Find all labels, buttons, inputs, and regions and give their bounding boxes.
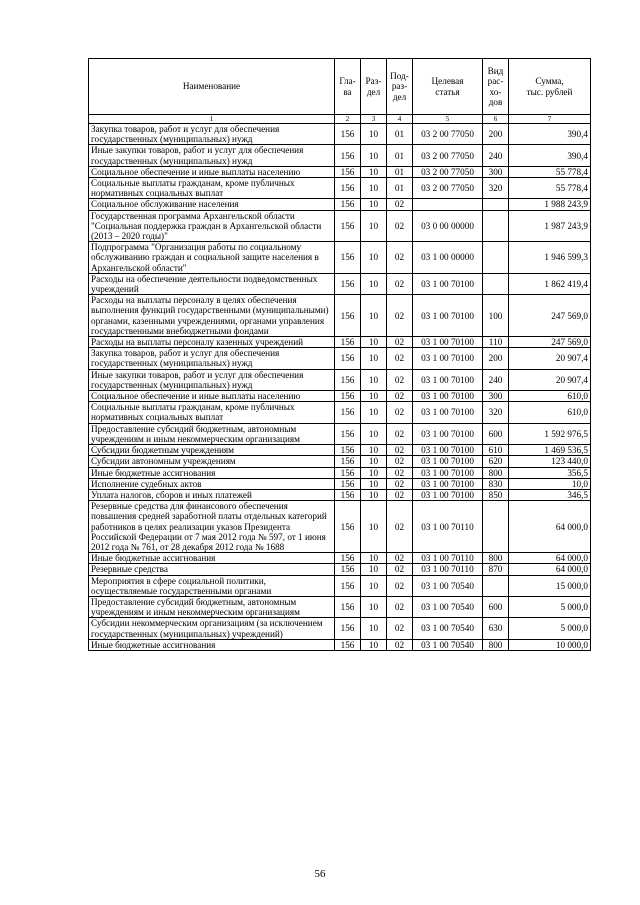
row-chapter: 156	[335, 553, 361, 564]
row-name: Иные закупки товаров, работ и услуг для обеспечения государственных (муниципальных) нужд	[89, 369, 335, 390]
row-name: Социальное обеспечение и иные выплаты населению	[89, 166, 335, 177]
row-subsection: 01	[387, 145, 413, 166]
table-row	[89, 478, 591, 489]
row-subsection: 02	[387, 423, 413, 444]
row-chapter: 156	[335, 423, 361, 444]
row-amount: 20 907,4	[509, 348, 591, 369]
header-name: Наименование	[89, 59, 335, 115]
row-name: Расходы на выплаты персоналу в целях обеспечения выполнения функций государственными (муниципальными) органами, казенными учреждениями, органами управления государственными внебюджетными фондами	[89, 295, 335, 337]
row-target-article: 03 1 00 70110	[413, 501, 483, 553]
row-name: Закупка товаров, работ и услуг для обеспечения государственных (муниципальных) нужд	[89, 348, 335, 369]
column-number: 6	[483, 115, 509, 124]
row-target-article: 03 2 00 77050	[413, 124, 483, 145]
row-expense-type	[483, 501, 509, 553]
table-row	[89, 564, 591, 575]
row-amount: 64 000,0	[509, 501, 591, 553]
row-section: 10	[361, 145, 387, 166]
row-expense-type: 200	[483, 348, 509, 369]
row-section: 10	[361, 501, 387, 553]
row-name: Субсидии автономным учреждениям	[89, 456, 335, 467]
row-name: Резервные средства	[89, 564, 335, 575]
row-section: 10	[361, 295, 387, 337]
row-target-article: 03 1 00 70110	[413, 553, 483, 564]
table-row	[89, 210, 591, 242]
row-subsection: 02	[387, 489, 413, 500]
row-target-article: 03 1 00 70100	[413, 337, 483, 348]
row-section: 10	[361, 199, 387, 210]
table-row	[89, 596, 591, 617]
row-subsection: 02	[387, 596, 413, 617]
row-chapter: 156	[335, 369, 361, 390]
table-row	[89, 145, 591, 166]
table-row	[89, 337, 591, 348]
table-body	[89, 124, 591, 651]
row-target-article: 03 1 00 70100	[413, 489, 483, 500]
table-row	[89, 178, 591, 199]
row-amount: 5 000,0	[509, 596, 591, 617]
row-expense-type: 620	[483, 456, 509, 467]
row-chapter: 156	[335, 210, 361, 242]
row-subsection: 02	[387, 456, 413, 467]
row-amount: 356,5	[509, 467, 591, 478]
row-expense-type: 600	[483, 423, 509, 444]
row-expense-type: 240	[483, 145, 509, 166]
row-amount: 247 569,0	[509, 295, 591, 337]
header-row	[89, 59, 591, 115]
table-row	[89, 501, 591, 553]
row-chapter: 156	[335, 348, 361, 369]
row-target-article: 03 1 00 70100	[413, 273, 483, 294]
row-target-article: 03 1 00 70100	[413, 369, 483, 390]
row-section: 10	[361, 618, 387, 639]
row-target-article: 03 1 00 70100	[413, 423, 483, 444]
row-amount: 20 907,4	[509, 369, 591, 390]
row-chapter: 156	[335, 178, 361, 199]
row-subsection: 02	[387, 478, 413, 489]
row-name: Мероприятия в сфере социальной политики, осуществляемые государственными органами	[89, 575, 335, 596]
row-name: Иные бюджетные ассигнования	[89, 467, 335, 478]
row-chapter: 156	[335, 575, 361, 596]
row-section: 10	[361, 242, 387, 274]
row-target-article: 03 1 00 70100	[413, 295, 483, 337]
column-number-row	[89, 115, 591, 124]
table-row	[89, 199, 591, 210]
row-expense-type: 320	[483, 178, 509, 199]
row-name: Подпрограмма "Организация работы по социальному обслуживанию граждан и социальной защите населения в Архангельской области"	[89, 242, 335, 274]
row-expense-type: 850	[483, 489, 509, 500]
table-row	[89, 166, 591, 177]
row-expense-type	[483, 575, 509, 596]
row-subsection: 02	[387, 639, 413, 650]
row-subsection: 01	[387, 124, 413, 145]
row-target-article: 03 0 00 00000	[413, 210, 483, 242]
row-amount: 390,4	[509, 145, 591, 166]
row-expense-type: 200	[483, 124, 509, 145]
row-chapter: 156	[335, 639, 361, 650]
row-amount: 123 440,0	[509, 456, 591, 467]
row-name: Социальное обслуживание населения	[89, 199, 335, 210]
row-target-article: 03 1 00 70100	[413, 456, 483, 467]
row-expense-type: 110	[483, 337, 509, 348]
row-expense-type: 830	[483, 478, 509, 489]
row-section: 10	[361, 348, 387, 369]
row-chapter: 156	[335, 618, 361, 639]
column-number: 4	[387, 115, 413, 124]
table-row	[89, 295, 591, 337]
row-chapter: 156	[335, 596, 361, 617]
row-amount: 55 778,4	[509, 178, 591, 199]
row-section: 10	[361, 456, 387, 467]
row-subsection: 02	[387, 337, 413, 348]
row-amount: 5 000,0	[509, 618, 591, 639]
row-target-article: 03 1 00 70100	[413, 478, 483, 489]
row-expense-type	[483, 210, 509, 242]
row-target-article: 03 1 00 70100	[413, 348, 483, 369]
row-section: 10	[361, 467, 387, 478]
row-chapter: 156	[335, 145, 361, 166]
row-amount: 64 000,0	[509, 564, 591, 575]
row-subsection: 02	[387, 295, 413, 337]
row-amount: 10 000,0	[509, 639, 591, 650]
row-name: Резервные средства для финансового обеспечения повышения средней заработной платы отдельных категорий работников в целях реализации указов Президента Российской Федерации от 7 мая 2012 года № 597, от 1 июня 2012 года № 761, от 28 декабря 2012 года № 1688	[89, 501, 335, 553]
row-target-article: 03 2 00 77050	[413, 178, 483, 199]
row-chapter: 156	[335, 501, 361, 553]
row-target-article: 03 1 00 70100	[413, 467, 483, 478]
table-row	[89, 273, 591, 294]
row-expense-type: 870	[483, 564, 509, 575]
row-expense-type: 300	[483, 391, 509, 402]
row-subsection: 02	[387, 618, 413, 639]
row-target-article: 03 1 00 70540	[413, 596, 483, 617]
column-number: 3	[361, 115, 387, 124]
row-expense-type: 100	[483, 295, 509, 337]
row-subsection: 02	[387, 210, 413, 242]
row-target-article: 03 1 00 00000	[413, 242, 483, 274]
row-section: 10	[361, 391, 387, 402]
header-target: Целевая статья	[413, 59, 483, 115]
row-target-article: 03 1 00 70540	[413, 639, 483, 650]
row-amount: 1 946 599,3	[509, 242, 591, 274]
table-row	[89, 456, 591, 467]
budget-table	[88, 58, 591, 651]
row-chapter: 156	[335, 445, 361, 456]
row-subsection: 02	[387, 467, 413, 478]
row-name: Закупка товаров, работ и услуг для обеспечения государственных (муниципальных) нужд	[89, 124, 335, 145]
row-section: 10	[361, 273, 387, 294]
row-amount: 1 988 243,9	[509, 199, 591, 210]
row-name: Иные закупки товаров, работ и услуг для обеспечения государственных (муниципальных) нужд	[89, 145, 335, 166]
row-amount: 390,4	[509, 124, 591, 145]
header-chapter: Гла- ва	[335, 59, 361, 115]
row-target-article: 03 1 00 70100	[413, 402, 483, 423]
row-amount: 64 000,0	[509, 553, 591, 564]
column-number: 7	[509, 115, 591, 124]
row-chapter: 156	[335, 337, 361, 348]
row-section: 10	[361, 166, 387, 177]
row-expense-type	[483, 242, 509, 274]
table-row	[89, 124, 591, 145]
row-amount: 55 778,4	[509, 166, 591, 177]
row-name: Государственная программа Архангельской области "Социальная поддержка граждан в Архангельской области (2013 – 2020 годы)"	[89, 210, 335, 242]
row-name: Социальные выплаты гражданам, кроме публичных нормативных социальных выплат	[89, 402, 335, 423]
row-chapter: 156	[335, 273, 361, 294]
row-target-article: 03 1 00 70100	[413, 391, 483, 402]
row-section: 10	[361, 478, 387, 489]
row-chapter: 156	[335, 564, 361, 575]
row-subsection: 02	[387, 553, 413, 564]
row-subsection: 01	[387, 166, 413, 177]
row-target-article: 03 2 00 77050	[413, 166, 483, 177]
table-row	[89, 402, 591, 423]
row-amount: 1 592 976,5	[509, 423, 591, 444]
row-target-article	[413, 199, 483, 210]
row-target-article: 03 1 00 70540	[413, 618, 483, 639]
table-row	[89, 575, 591, 596]
row-name: Иные бюджетные ассигнования	[89, 639, 335, 650]
row-subsection: 02	[387, 564, 413, 575]
row-expense-type: 800	[483, 467, 509, 478]
row-subsection: 02	[387, 242, 413, 274]
row-subsection: 02	[387, 348, 413, 369]
row-section: 10	[361, 596, 387, 617]
row-expense-type: 300	[483, 166, 509, 177]
row-chapter: 156	[335, 391, 361, 402]
header-section: Раз- дел	[361, 59, 387, 115]
row-amount: 1 862 419,4	[509, 273, 591, 294]
table-row	[89, 369, 591, 390]
row-chapter: 156	[335, 199, 361, 210]
row-chapter: 156	[335, 467, 361, 478]
table-row	[89, 553, 591, 564]
row-subsection: 02	[387, 369, 413, 390]
row-section: 10	[361, 564, 387, 575]
table-row	[89, 242, 591, 274]
row-section: 10	[361, 553, 387, 564]
row-expense-type: 610	[483, 445, 509, 456]
row-section: 10	[361, 445, 387, 456]
row-subsection: 02	[387, 391, 413, 402]
row-section: 10	[361, 124, 387, 145]
row-expense-type: 800	[483, 553, 509, 564]
row-subsection: 02	[387, 445, 413, 456]
row-expense-type: 800	[483, 639, 509, 650]
row-target-article: 03 1 00 70100	[413, 445, 483, 456]
row-subsection: 02	[387, 501, 413, 553]
row-name: Социальные выплаты гражданам, кроме публичных нормативных социальных выплат	[89, 178, 335, 199]
row-name: Субсидии некоммерческим организациям (за исключением государственных (муниципальных) учреждений)	[89, 618, 335, 639]
row-chapter: 156	[335, 242, 361, 274]
row-chapter: 156	[335, 456, 361, 467]
row-name: Иные бюджетные ассигнования	[89, 553, 335, 564]
row-chapter: 156	[335, 402, 361, 423]
row-expense-type: 320	[483, 402, 509, 423]
header-amount: Сумма, тыс. рублей	[509, 59, 591, 115]
header-expense: Вид рас- хо- дов	[483, 59, 509, 115]
column-number: 1	[89, 115, 335, 124]
row-chapter: 156	[335, 478, 361, 489]
row-name: Расходы на обеспечение деятельности подведомственных учреждений	[89, 273, 335, 294]
row-name: Предоставление субсидий бюджетным, автономным учреждениям и иным некоммерческим организациям	[89, 596, 335, 617]
row-target-article: 03 2 00 77050	[413, 145, 483, 166]
row-section: 10	[361, 369, 387, 390]
row-subsection: 02	[387, 273, 413, 294]
row-expense-type	[483, 199, 509, 210]
row-section: 10	[361, 489, 387, 500]
table-row	[89, 445, 591, 456]
row-name: Социальное обеспечение и иные выплаты населению	[89, 391, 335, 402]
row-section: 10	[361, 402, 387, 423]
table-row	[89, 489, 591, 500]
row-name: Расходы на выплаты персоналу казенных учреждений	[89, 337, 335, 348]
table-row	[89, 391, 591, 402]
row-section: 10	[361, 337, 387, 348]
row-amount: 247 569,0	[509, 337, 591, 348]
row-target-article: 03 1 00 70540	[413, 575, 483, 596]
row-subsection: 02	[387, 199, 413, 210]
row-expense-type: 630	[483, 618, 509, 639]
table-row	[89, 348, 591, 369]
page-number: 56	[314, 868, 326, 880]
row-section: 10	[361, 575, 387, 596]
table-row	[89, 618, 591, 639]
row-expense-type	[483, 273, 509, 294]
row-amount: 1 987 243,9	[509, 210, 591, 242]
row-name: Субсидии бюджетным учреждениям	[89, 445, 335, 456]
row-chapter: 156	[335, 295, 361, 337]
row-name: Уплата налогов, сборов и иных платежей	[89, 489, 335, 500]
table-row	[89, 639, 591, 650]
row-section: 10	[361, 178, 387, 199]
row-section: 10	[361, 423, 387, 444]
row-expense-type: 240	[483, 369, 509, 390]
header-subsection: Под- раз- дел	[387, 59, 413, 115]
column-number: 2	[335, 115, 361, 124]
row-chapter: 156	[335, 124, 361, 145]
row-name: Предоставление субсидий бюджетным, автономным учреждениям и иным некоммерческим организациям	[89, 423, 335, 444]
row-chapter: 156	[335, 166, 361, 177]
table-row	[89, 467, 591, 478]
row-chapter: 156	[335, 489, 361, 500]
row-amount: 15 000,0	[509, 575, 591, 596]
column-number: 5	[413, 115, 483, 124]
row-amount: 610,0	[509, 391, 591, 402]
row-subsection: 02	[387, 402, 413, 423]
row-section: 10	[361, 210, 387, 242]
table-row	[89, 423, 591, 444]
row-expense-type: 600	[483, 596, 509, 617]
row-name: Исполнение судебных актов	[89, 478, 335, 489]
row-amount: 610,0	[509, 402, 591, 423]
row-amount: 10,0	[509, 478, 591, 489]
row-amount: 346,5	[509, 489, 591, 500]
row-subsection: 02	[387, 575, 413, 596]
row-subsection: 01	[387, 178, 413, 199]
row-amount: 1 469 536,5	[509, 445, 591, 456]
row-target-article: 03 1 00 70110	[413, 564, 483, 575]
row-section: 10	[361, 639, 387, 650]
